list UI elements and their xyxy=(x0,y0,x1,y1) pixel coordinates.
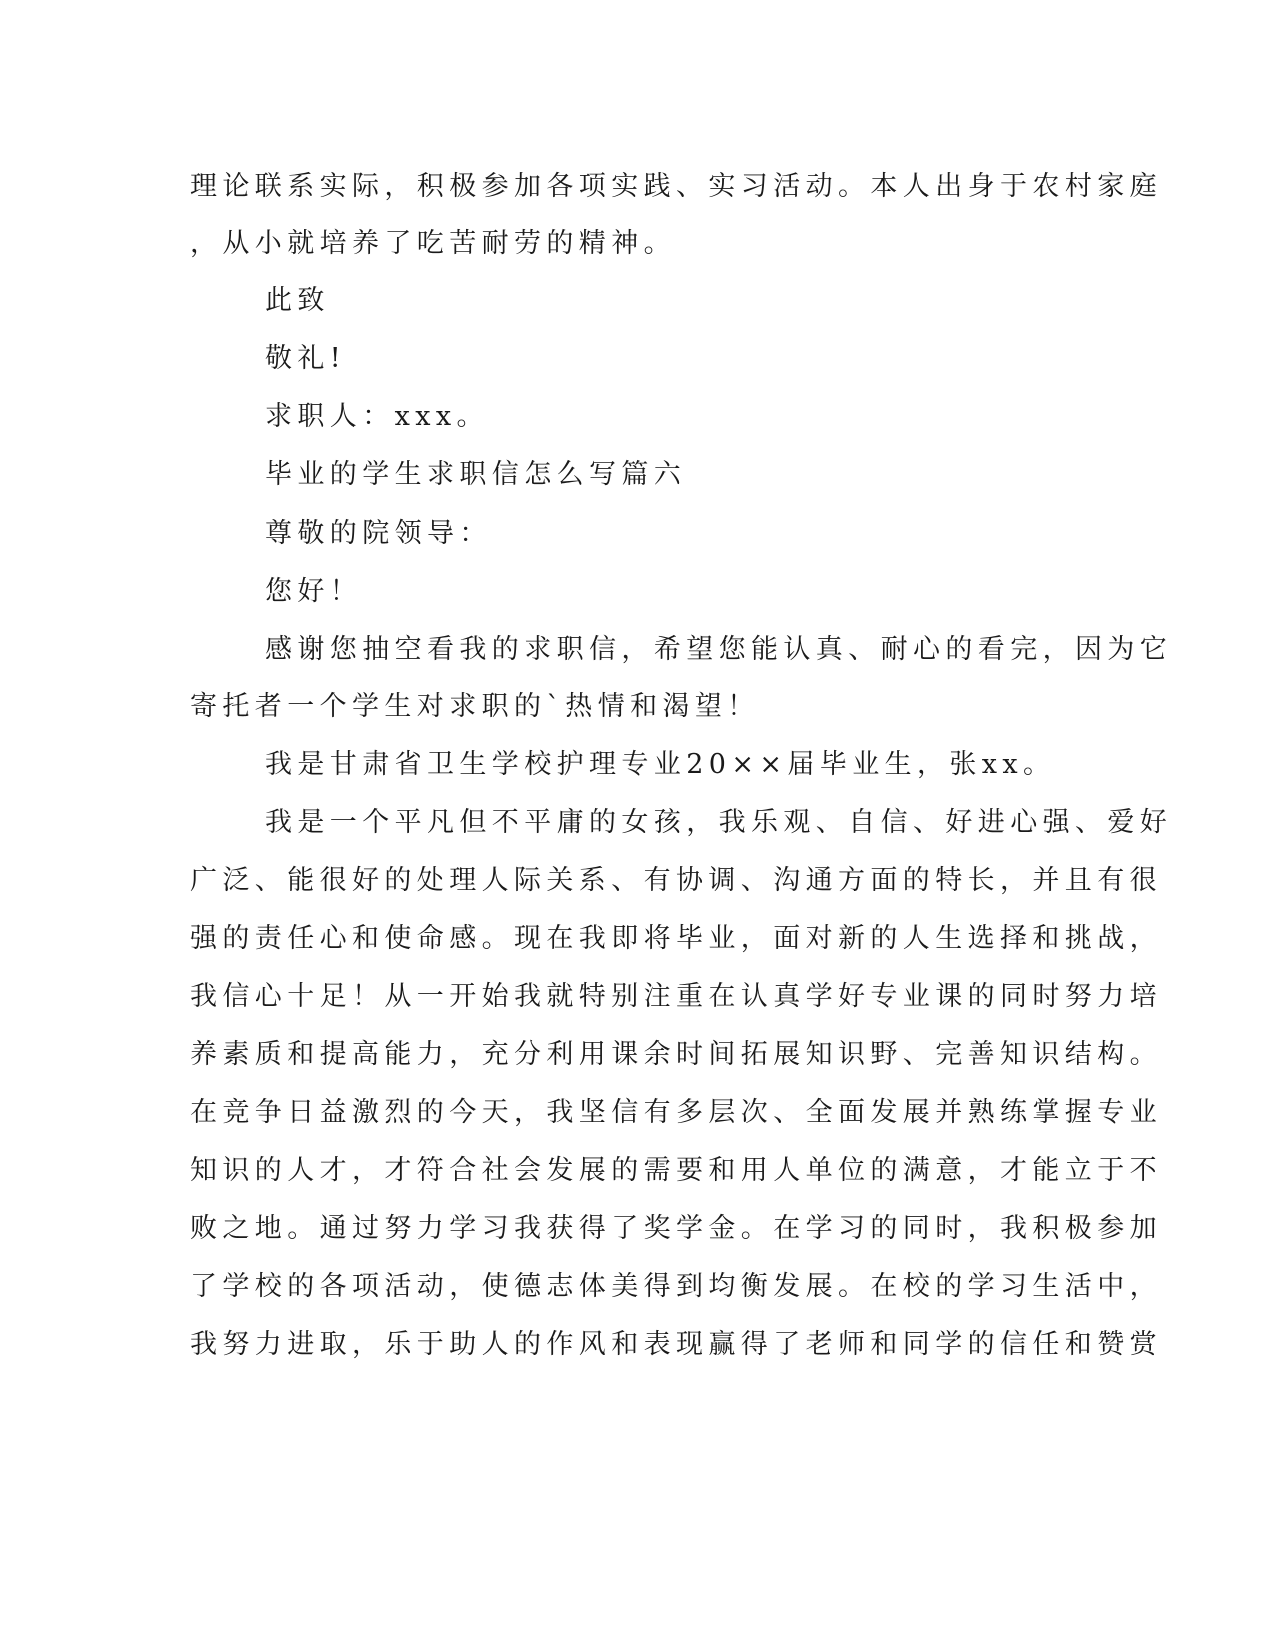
paragraph-line: 我是一个平凡但不平庸的女孩，我乐观、自信、好进心强、爱好 xyxy=(265,807,1173,838)
paragraph-line: 我信心十足！从一开始我就特别注重在认真学好专业课的同时努力培 xyxy=(190,981,1162,1012)
paragraph-line: ，从小就培养了吃苦耐劳的精神。 xyxy=(190,228,676,259)
signature-line: 求职人：xxx。 xyxy=(265,401,489,432)
paragraph-line: 理论联系实际，积极参加各项实践、实习活动。本人出身于农村家庭 xyxy=(190,171,1162,202)
paragraph-line: 强的责任心和使命感。现在我即将毕业，面对新的人生选择和挑战， xyxy=(190,923,1162,954)
salutation: 尊敬的院领导： xyxy=(265,518,492,549)
greeting: 您好！ xyxy=(265,576,363,607)
paragraph-line: 知识的人才，才符合社会发展的需要和用人单位的满意，才能立于不 xyxy=(190,1155,1162,1186)
paragraph-line: 感谢您抽空看我的求职信，希望您能认真、耐心的看完，因为它 xyxy=(265,634,1173,665)
paragraph-line: 我努力进取，乐于助人的作风和表现赢得了老师和同学的信任和赞赏 xyxy=(190,1329,1162,1360)
paragraph-line: 败之地。通过努力学习我获得了奖学金。在学习的同时，我积极参加 xyxy=(190,1213,1162,1244)
section-title: 毕业的学生求职信怎么写篇六 xyxy=(265,459,687,490)
paragraph-line: 了学校的各项活动，使德志体美得到均衡发展。在校的学习生活中， xyxy=(190,1271,1162,1302)
paragraph-line: 我是甘肃省卫生学校护理专业20××届毕业生，张xx。 xyxy=(265,749,1056,780)
paragraph-line: 寄托者一个学生对求职的`热情和渴望！ xyxy=(190,691,760,722)
paragraph-line: 广泛、能很好的处理人际关系、有协调、沟通方面的特长，并且有很 xyxy=(190,865,1162,896)
closing-salutation: 此致 xyxy=(265,285,330,316)
paragraph-line: 养素质和提高能力，充分利用课余时间拓展知识野、完善知识结构。 xyxy=(190,1039,1162,1070)
closing-regards: 敬礼! xyxy=(265,343,347,374)
paragraph-line: 在竞争日益激烈的今天，我坚信有多层次、全面发展并熟练掌握专业 xyxy=(190,1097,1162,1128)
